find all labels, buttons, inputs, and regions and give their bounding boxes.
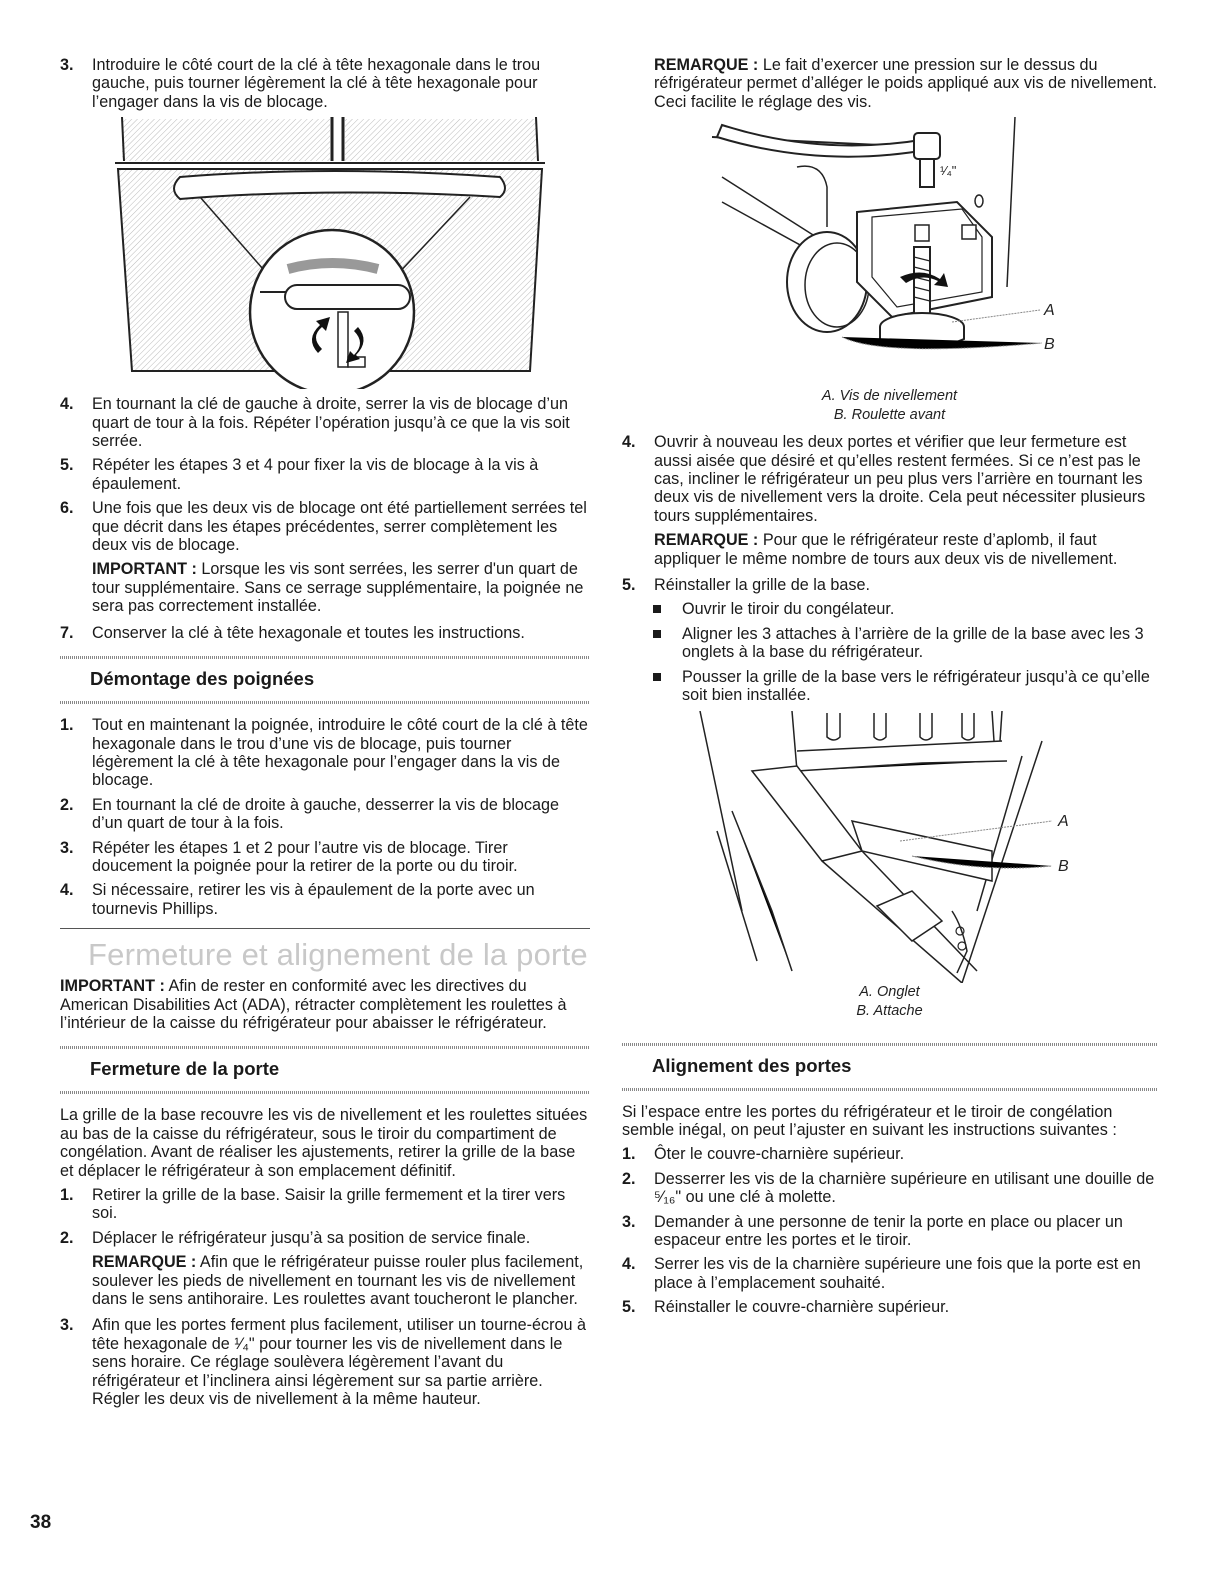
list-item: 5. Réinstaller le couvre-charnière supérieur. (622, 1298, 950, 1317)
label-b: B (1044, 336, 1055, 354)
list-item: 5. Réinstaller la grille de la base. (622, 576, 870, 595)
section-title: Fermeture et alignement de la porte (88, 937, 588, 973)
right-step-4 (622, 433, 1157, 525)
bullet-item: Pousser la grille de la base vers le réfrigérateur jusqu’à ce qu’elle soit bien installée. (622, 668, 1157, 705)
subheading-title: Fermeture de la porte (90, 1058, 280, 1080)
base-grille-illustration (622, 711, 1157, 983)
bullet-list (622, 600, 1157, 704)
fermeture-steps-b (60, 1316, 590, 1408)
divider (60, 656, 590, 659)
subheading-alignement (622, 1039, 1157, 1095)
divider (622, 1043, 1157, 1046)
remarque-note-2: REMARQUE : Pour que le réfrigérateur reste d’aplomb, il faut appliquer le même nombre de tours aux deux vis de nivellement. (654, 531, 1118, 568)
leveling-illustration (622, 117, 1157, 387)
alignement-steps (622, 1145, 1157, 1316)
bullet-item: Ouvrir le tiroir du congélateur. (622, 600, 1157, 618)
size-label: ¹⁄₄" (940, 163, 957, 179)
remarque-top: REMARQUE : Le fait d’exercer une pression sur le dessus du réfrigérateur permet d’alléger le poids appliqué aux vis de nivellement. Ceci facilite le réglage des vis. (654, 56, 1157, 111)
list-item: 4. Serrer les vis de la charnière supérieure une fois que la porte est en place à l’emplacement souhaité. (622, 1255, 1141, 1292)
fermeture-steps-a (60, 1186, 590, 1247)
left-column (60, 56, 590, 1414)
demontage-steps (60, 716, 590, 918)
subheading-demontage (60, 652, 590, 708)
important-note-2: IMPORTANT : Afin de rester en conformité avec les directives du American Disabilities Act (ADA), rétracter complètement les roulettes à l’intérieur de la caisse du réfrigérateur pour abaisser le réfrigérateur. (60, 977, 567, 1032)
list-item: 2. En tournant la clé de droite à gauche, desserrer la vis de blocage d’un quart de tour à la fois. (60, 795, 560, 833)
list-item: 1. Tout en maintenant la poignée, introduire le côté court de la clé à tête hexagonale dans le trou d’une vis de blocage, puis tourner légèrement la clé à tête hexagonale pour l’engager dans la vis de blocage. (60, 716, 588, 790)
list-item: 7. Conserver la clé à tête hexagonale et toutes les instructions. (60, 623, 525, 642)
list-item: 6. Une fois que les deux vis de blocage ont été partiellement serrées tel que décrit dans les étapes précédentes, serrer complètement les deux vis de blocage. (60, 499, 587, 555)
section-heading (60, 928, 590, 973)
divider (60, 1091, 590, 1094)
divider (60, 701, 590, 704)
list-item: 3. Répéter les étapes 1 et 2 pour l’autre vis de blocage. Tirer doucement la poignée pour la retirer de la porte ou du tiroir. (60, 838, 518, 875)
steps-top-b (60, 395, 590, 554)
bullet-item: Aligner les 3 attaches à l’arrière de la grille de la base avec les 3 onglets à la base du réfrigérateur. (622, 625, 1157, 662)
list-item: 3. Demander à une personne de tenir la porte en place ou placer un espaceur entre les portes et le tiroir. (622, 1212, 1123, 1249)
list-item: 4. En tournant la clé de gauche à droite, serrer la vis de blocage d’un quart de tour à la fois. Répéter l’opération jusqu’à ce que la vis soit serrée. (60, 395, 570, 451)
subheading-title: Alignement des portes (652, 1054, 852, 1076)
label-a: A (1044, 302, 1055, 320)
list-item: 1. Ôter le couvre-charnière supérieur. (622, 1145, 905, 1164)
steps-top-a (60, 56, 590, 111)
list-item: 2. Déplacer le réfrigérateur jusqu’à sa position de service finale. (60, 1228, 531, 1247)
fermeture-intro: La grille de la base recouvre les vis de nivellement et les roulettes situées au bas de la caisse du réfrigérateur, sous le tiroir du compartiment de congélation. Avant de réaliser les ajustements, retirer la grille de la base et déplacer le réfrigérateur à son emplacement définitif. (60, 1106, 588, 1180)
list-item: 1. Retirer la grille de la base. Saisir la grille fermement et la tirer vers soi. (60, 1186, 566, 1223)
alignement-intro: Si l’espace entre les portes du réfrigérateur et le tiroir de congélation semble inégal, on peut l’ajuster en suivant les instructions suivantes : (622, 1102, 1117, 1139)
important-note-1: IMPORTANT : Lorsque les vis sont serrées, les serrer d'un quart de tour supplémentaire. Sans ce serrage supplémentaire, la poignée ne sera pas correctement installée. (92, 560, 584, 616)
divider (622, 1088, 1157, 1091)
remarque-note-1: REMARQUE : Afin que le réfrigérateur puisse rouler plus facilement, soulever les pieds de nivellement en tournant les vis de nivellement dans le sens antihoraire. Les roulettes avant toucheront le plancher. (92, 1253, 584, 1309)
divider (60, 1046, 590, 1049)
right-step-5 (622, 576, 1157, 594)
list-item: 5. Répéter les étapes 3 et 4 pour fixer la vis de blocage à la vis à épaulement. (60, 456, 539, 493)
list-item: 3. Afin que les portes ferment plus facilement, utiliser un tourne-écrou à tête hexagonale de ¹⁄₄" pour tourner les vis de nivellement dans le sens horaire. Ce réglage soulèvera légèrement l’avant du réfrigérateur et l’inclinera ainsi légèrement sur sa partie arrière. Régler les deux vis de nivellement à la même hauteur. (60, 1316, 586, 1409)
right-column (622, 56, 1157, 1323)
handle-illustration (60, 117, 590, 389)
page-number: 38 (30, 1512, 52, 1533)
list-item: 3. Introduire le côté court de la clé à tête hexagonale dans le trou gauche, puis tourner légèrement la clé à tête hexagonale pour l’engager dans la vis de blocage. (60, 56, 541, 111)
subheading-fermeture (60, 1042, 590, 1098)
list-item: 4. Si nécessaire, retirer les vis à épaulement de la porte avec un tournevis Phillips. (60, 881, 535, 918)
subheading-title: Démontage des poignées (90, 668, 315, 690)
list-item: 2. Desserrer les vis de la charnière supérieure en utilisant une douille de ⁵⁄₁₆" ou une clé à molette. (622, 1169, 1155, 1207)
label-b: B (1058, 857, 1069, 875)
step-7 (60, 624, 590, 642)
label-a: A (1058, 812, 1069, 830)
list-item: 4. Ouvrir à nouveau les deux portes et vérifier que leur fermeture est aussi aisée que désiré et qu’elles restent fermées. Si ce n’est pas le cas, incliner le réfrigérateur un peu plus vers l’arrière en tournant les deux vis de nivellement vers la droite. Cela peut nécessiter plusieurs tours supplémentaires. (622, 433, 1146, 525)
figure-caption: A. Onglet B. Attache (856, 983, 923, 1019)
figure-caption: A. Vis de nivellement B. Roulette avant (821, 388, 958, 424)
